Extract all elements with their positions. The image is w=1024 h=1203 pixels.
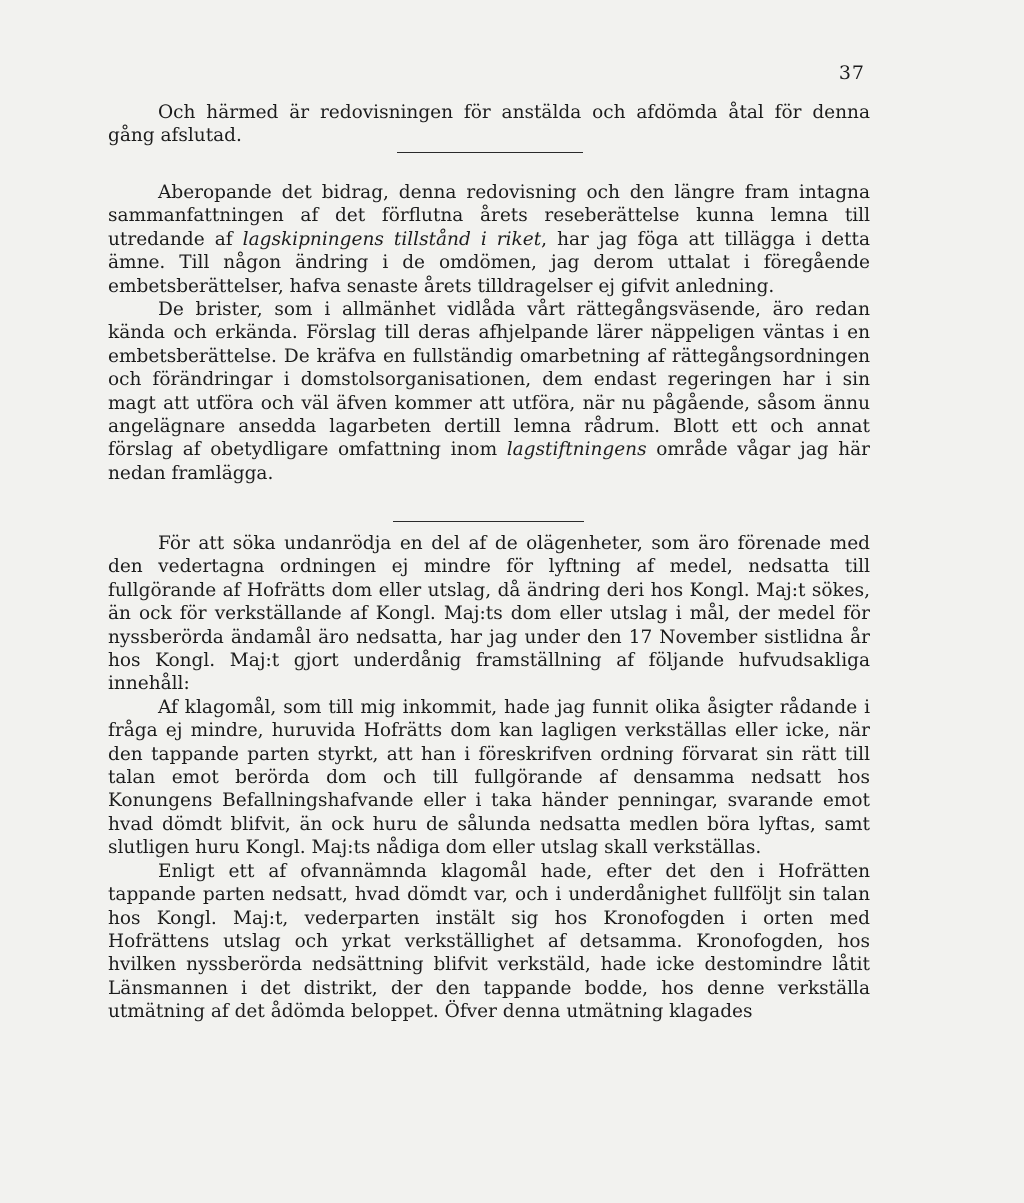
paragraph-text: område vågar jag här nedan framlägga. xyxy=(108,439,870,484)
paragraph-brister xyxy=(108,298,870,485)
paragraph-text: Aberopande det bidrag, denna redovisning och den längre fram intagna sammanfattningen af det förflutna årets reseberättelse kunna lemna till utredande af xyxy=(108,182,870,250)
paragraph-text: , har jag föga att tillägga i detta ämne. Till någon ändring i de omdömen, jag derom uttalat i föregående embetsberättelser, hafva senaste årets tilldragelser ej gifvit anledning. xyxy=(108,228,870,297)
page-number: 37 xyxy=(838,62,865,84)
paragraph-aberopande xyxy=(108,181,870,298)
section-3 xyxy=(108,532,870,1024)
italic-phrase: lagstiftningens xyxy=(506,439,647,461)
italic-phrase: lagskipningens tillstånd i riket xyxy=(242,228,542,250)
section-divider-1 xyxy=(397,152,583,153)
paragraph-for-att-soka: För att söka undanrödja en del af de olägenheter, som äro förenade med den vedertagna ordningen ej mindre för lyftning af medel, nedsatta till fullgörande af Hofrätts dom eller utslag, då ändring deri hos Kongl. Maj:t sökes, än ock för verkställande af Kongl. Maj:ts dom eller utslag i mål, der medel för nyssberörda ändamål äro nedsatta, har jag under den 17 November sistlidna år hos Kongl. Maj:t gjort underdånig framställning af följande hufvudsakliga innehåll: xyxy=(108,533,870,695)
paragraph-text: De brister, som i allmänhet vidlåda vårt rättegångsväsende, äro redan kända och erkända. Förslag till deras afhjelpande lärer näppeligen väntas i en embetsberättelse. De kräfva en fullständig omarbetning af rättegångsordningen och förändringar i domstolsorganisationen, dem endast regeringen har i sin magt att utföra och väl äfven kommer att utföra, när nu pågående, såsom ännu angelägnare ansedda lagarbeten dertill lemna rådrum. Blott ett och annat förslag af obetydligare omfattning inom xyxy=(108,299,870,461)
paragraph-enligt: Enligt ett af ofvannämnda klagomål hade, efter det den i Hofrätten tappande parten nedsatt, hvad dömdt var, och i underdånighet fullföljt sin talan hos Kongl. Maj:t, vederparten instält sig hos Kronofogden i orten med Hofrättens utslag och yrkat verkställighet af detsamma. Kronofogden, hos hvilken nyssberörda nedsättning blifvit verkstäld, hade icke destomindre låtit Länsmannen i det distrikt, der den tappande bodde, hos denne verkställa utmätning af det ådömda beloppet. Öfver denna utmätning klagades xyxy=(108,860,870,1023)
intro-section xyxy=(108,101,870,148)
intro-paragraph: Och härmed är redovisningen för anstälda och afdömda åtal för denna gång afslutad. xyxy=(108,102,870,147)
paragraph-klagomal: Af klagomål, som till mig inkommit, hade jag funnit olika åsigter rådande i fråga ej mindre, huruvida Hofrätts dom kan lagligen verkställas eller icke, när den tappande parten styrkt, att han i föreskrifven ordning förvarat sin rätt till talan emot berörda dom och till fullgörande af densamma nedsatt hos Konungens Befallningshafvande eller i taka händer penningar, svarande emot hvad dömdt blifvit, än ock huru de sålunda nedsatta medlen böra lyftas, samt slutligen huru Kongl. Maj:ts nådiga dom eller utslag skall verkställas. xyxy=(108,696,870,859)
section-divider-2 xyxy=(393,521,584,522)
section-2 xyxy=(108,181,870,485)
